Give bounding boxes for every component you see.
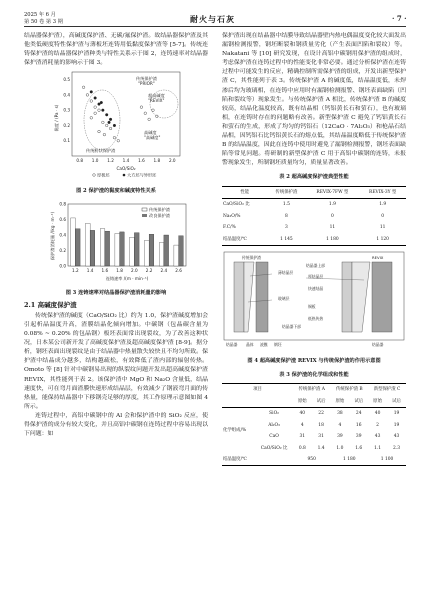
label-film: 薄结晶层	[278, 269, 294, 275]
table-header: 传统保护渣	[275, 189, 298, 195]
y-tick-label: 0.2	[59, 247, 66, 253]
figure-2-caption: 图 2 保护渣的黏度和碱度特性关系	[76, 188, 156, 195]
table-row: Na₂O/% 8 0 0	[223, 213, 385, 219]
page-number: · 7 ·	[392, 14, 407, 23]
x-axis-label: 连铸速率 /(m · min⁻¹)	[105, 275, 149, 281]
figure-4-caption: 图 4 超高碱度保护渣 REVIX 与传统保护渣的作用示意图	[247, 357, 381, 364]
label-bottom-e: 结晶器	[372, 341, 384, 347]
table-row: 结晶温度/℃ 950 1 180 1 100	[222, 454, 406, 466]
legend-label-2: 改良保护渣	[149, 212, 170, 218]
label-crystal: 快速结晶	[308, 285, 324, 291]
data-point	[90, 117, 93, 120]
running-header-left	[24, 12, 63, 26]
figure-3-caption: 图 3 连铸速率对结晶器保护渣消耗量的影响	[65, 289, 167, 296]
y-tick-label: 0.4	[63, 92, 70, 98]
bar	[71, 218, 76, 266]
table-2-caption: 表 2 超高碱度保护渣典型性能	[279, 174, 349, 181]
legend-marker-1	[93, 174, 96, 177]
label-bottom-b: 晶体	[246, 341, 254, 347]
y-axis-label: 保护渣消耗量 /(kg · m⁻²)	[50, 211, 55, 260]
paragraph: 保护渣出现在结晶器中结膜导致结晶器壁内热电偶温度变化较大面发出漏钢检测报警，钢坯断裂和钢质量劣化（产生表面凹陷和裂纹）等。Nakatani 等 [10] 研究发现，在设计高铝中碳钢用保护渣的组成时，考虑保护渣在连铸过程中的性能变化非常必要。通过分析保护渣在连铸过程中可能发生的反应，精确控制所需保护渣的组成，开发出新型保护渣 C，其性能列于表 3。传统保护渣 A 的碱度低，结晶温度低，未焊渗后均为玻璃相，在连铸中应用时有漏钢检测报警、钢坯表面缺陷（凹陷和裂纹等）现象发生。与传统保护渣 A 相比，传统保护渣 B 的碱度较高，结晶化温度较高，既有结晶相（钙铝黄长石和萤石），也有玻璃相，在连铸时存在的问题略有改善。新型保护渣 C 避免了钙铝黄长石和萤石的生成，形成了均匀的钙铝石（12CaO · 7Al₂O₃）和枪晶石结晶相，因钙铝石比钙铝黄长石的熔点低，其结晶温度略低于传统保护渣 B 的结晶温度，因此在连铸中使用时避免了漏钢检测报警，钢坯表面缺陷等常见问题。将研制的新型保护渣 C 用于高铝中碳钢的连铸，未报警现象发生，所制钢坯质量均匀，质量显著改善。	[222, 33, 406, 167]
bar	[149, 234, 154, 266]
y-axis-label: 黏度 / (Pa · s)	[54, 104, 59, 132]
y-tick-label: 0.8	[59, 200, 66, 206]
y-tick-label: 0.1	[63, 138, 70, 144]
table-header: 性能	[240, 189, 250, 195]
data-point	[98, 103, 101, 106]
table-row: 化学组成/% SiO₂ 40 22 38 24 40 19	[222, 408, 406, 420]
x-tick-label: 1.6	[138, 158, 145, 164]
legend-swatch-1	[142, 208, 147, 211]
figure-3-chart	[24, 200, 208, 282]
y-tick-label: 0.2	[63, 123, 70, 129]
bar	[100, 228, 105, 265]
data-point	[113, 125, 116, 128]
x-tick-label: 2.0	[131, 267, 138, 273]
steel-shell-left	[256, 262, 268, 332]
bar	[90, 230, 95, 266]
bar	[75, 228, 80, 265]
label-layer: 结晶器下部	[282, 323, 301, 329]
data-point	[109, 118, 112, 121]
x-tick-label: 1.0	[91, 158, 99, 164]
x-tick-label: 1.8	[116, 267, 123, 273]
data-point	[102, 109, 105, 112]
data-point	[98, 109, 101, 112]
label-left-title: 传统保护渣	[242, 254, 261, 260]
bar	[105, 231, 110, 266]
data-point	[86, 94, 89, 97]
y-tick-label: 0.3	[63, 107, 70, 113]
label-bottom-a: 结晶器	[226, 341, 238, 347]
data-point	[94, 106, 97, 109]
bar	[174, 245, 179, 266]
section-heading: 2.1 高碱度保护渣	[24, 300, 77, 309]
left-column	[24, 32, 208, 439]
label-revix-en: "REVIX"	[148, 98, 165, 104]
label-prior-en: "PRIOR"	[138, 81, 155, 87]
data-point	[109, 128, 112, 131]
x-axis-label: CaO/SiO₂	[116, 166, 136, 172]
table-row: CaO 31 31 39 39 43 43	[269, 434, 400, 440]
paragraph: 结晶器保护渣），高碱度保护渣、无碳/氟保护渣。故结晶器保护渣及其他类低硬度特性保护渣与薄板坯连铸用低黏度保护渣等 [5-7]。传统连铸保护渣的结晶器保护渣种类与特性关系示于图 2，连铸速率对结晶器保护渣消耗量的影响示于图 3。	[24, 33, 208, 67]
data-point	[82, 86, 85, 89]
x-tick-label: 2.0	[168, 158, 176, 164]
data-point	[144, 112, 147, 115]
data-point	[94, 97, 97, 100]
y-tick-label: 0.4	[59, 231, 66, 237]
y-tick-label: 0.6	[59, 216, 66, 222]
bar	[120, 231, 125, 265]
data-point	[113, 137, 116, 140]
data-point	[90, 100, 93, 103]
copper-plate-right	[342, 262, 352, 332]
copper-plate-left	[234, 262, 244, 332]
data-point	[103, 134, 106, 137]
table-3: 项目 传统保护渣 A 传统保护渣 B 新型保护渣 C 原始 试后 原始 试后 原始 试后 化学组成/% SiO₂ 40 22 38 24 40 19 Al₂O₃ 4 18 4 16 2 19 CaO 31 31 39 39 43 43 CaO/SiO₂ 比 0.8 1.4 1.0 1.6 1.1 2.3 结晶温度/℃ 950 1 180 1 100	[222, 383, 406, 466]
x-tick-label: 2.2	[145, 267, 153, 273]
x-tick-label: 0.8	[76, 158, 84, 164]
prior-region	[84, 90, 120, 150]
label-high: 高碱度	[144, 130, 157, 136]
issue-date: 2025 年 6 月	[24, 12, 56, 18]
bar	[179, 235, 184, 265]
bar	[164, 235, 169, 266]
legend-label-1: 厚板坯	[97, 172, 110, 178]
x-tick-label: 1.2	[72, 267, 79, 273]
x-tick-label: 1.4	[86, 267, 94, 273]
bar	[130, 237, 135, 266]
table-row: Al₂O₃ 4 18 4 16 2 19	[268, 422, 400, 428]
right-column	[222, 32, 406, 466]
table-header: 传统保护渣 A	[298, 387, 325, 393]
table-header: 新型保护渣 C	[373, 387, 401, 393]
plot-frame	[72, 72, 180, 156]
x-tick-label: 2.4	[160, 267, 168, 273]
x-tick-label: 2.6	[175, 267, 182, 273]
journal-title: 耐火与石灰	[190, 14, 235, 24]
label-high-en: "高碱度"	[144, 135, 161, 141]
data-point	[94, 112, 97, 115]
table-row: F.C/% 3 11 11	[223, 225, 386, 231]
label-cu: 铜板	[308, 303, 316, 309]
legend-label-2: 大方坯与异形坯	[127, 172, 157, 178]
table-3-caption: 表 3 保护渣的化学组成和性能	[279, 372, 349, 379]
label-legend-note: 传统粉状保护渣	[86, 148, 116, 154]
table-row: CaO/SiO₂ 比 1.5 1.9 1.9	[223, 202, 387, 208]
label-bottom-d: 钢坯	[274, 341, 282, 347]
table-header: 传统保护渣 B	[336, 387, 363, 393]
slag-film-right	[352, 262, 370, 332]
data-point	[100, 102, 103, 105]
x-tick-label: 1.2	[107, 158, 114, 164]
label-bottom-c: 液膜	[260, 341, 268, 347]
data-point	[98, 131, 101, 134]
label-glass: 玻璃层	[278, 295, 290, 301]
paragraph: 连铸过程中，高铝中碳钢中的 Al 会和保护渣中的 SiO₂ 反应，使得保护渣的成分有较大变化，并且高铝中碳钢在连铸过程中容易出现以下问题：如	[24, 412, 208, 438]
x-tick-label: 1.6	[101, 267, 109, 273]
legend-marker-2	[123, 174, 126, 177]
data-point	[90, 91, 93, 94]
issue-volume: 第 50 卷 第 3 期	[24, 19, 63, 25]
table-header: REVIX-7FW 型	[316, 189, 349, 195]
bar	[144, 240, 149, 266]
y-tick-label: 0.5	[63, 77, 70, 83]
label-revix: 超高碱度	[148, 93, 165, 99]
slag-film-left	[244, 262, 254, 332]
label-thick: 厚结晶层	[308, 273, 324, 279]
data-point	[105, 125, 108, 128]
y-tick-label: 0.0	[59, 262, 66, 268]
bar	[159, 242, 164, 265]
legend-swatch-2	[142, 214, 147, 217]
label-top: 结晶器上部	[306, 262, 325, 268]
data-point	[117, 140, 120, 143]
steel-shell-right	[372, 262, 392, 332]
label-low: 低热传热	[308, 315, 324, 321]
label-right-title: REVIX	[372, 254, 384, 260]
paragraph: 传统保护渣的碱度（CaO/SiO₂ 比）约为 1.0，保护渣碱度增加会引起析晶温度升高，渣膜结晶化倾向增加。中碳钢（包晶碳含量为 0.08% ~ 0.20% 的包晶钢）板坯表面常出现裂纹，为了改善这种状况，日本某公司新开发了高碱度保护渣及超高碱度保护渣 [8-9]。据分析，钢坯表面出现裂纹是由于结晶器中热量散失较快且不均匀所致。保护渣中结晶成分越多，结构越疏松，有效降低了渣内部的辐射传热。Omoto 等 [8] 针对中碳钢易出现的纵裂纹问题开发出超高碱度保护渣 REVIX，其性能列于表 2。该保护渣中 MgO 和 Na₂O 含量低，结晶速度快，可在弯月面渣膜快速形成结晶层，有效减少了钢液弯月面的传热量，能保持结晶器中下移钢壳足够的厚度，其工作原理示意图如图 4 所示。	[24, 312, 208, 410]
data-point	[140, 106, 143, 109]
table-header: REVIX-3Y 型	[369, 189, 397, 195]
group-label: 化学组成/%	[223, 428, 247, 434]
figure-2-chart	[24, 68, 208, 180]
table-row: CaO/SiO₂ 比 0.8 1.4 1.0 1.6 1.1 2.3	[260, 445, 400, 451]
header-rule	[24, 26, 406, 27]
bar	[115, 233, 120, 266]
table-row: 结晶温度/℃ 1 145 1 180 1 120	[222, 233, 406, 245]
table-header: 项目	[253, 387, 262, 393]
bar	[134, 232, 139, 265]
figure-4-diagram	[222, 250, 406, 350]
data-point	[148, 118, 151, 121]
table-2	[222, 186, 406, 246]
x-tick-label: 1.8	[153, 158, 161, 164]
data-point	[105, 114, 108, 117]
x-tick-label: 1.4	[122, 158, 130, 164]
label-prior: 传统保护渣	[136, 76, 157, 82]
bar	[85, 223, 90, 266]
legend-label-1: 传统保护渣	[149, 206, 170, 212]
data-point	[108, 121, 111, 124]
data-point	[102, 121, 105, 124]
